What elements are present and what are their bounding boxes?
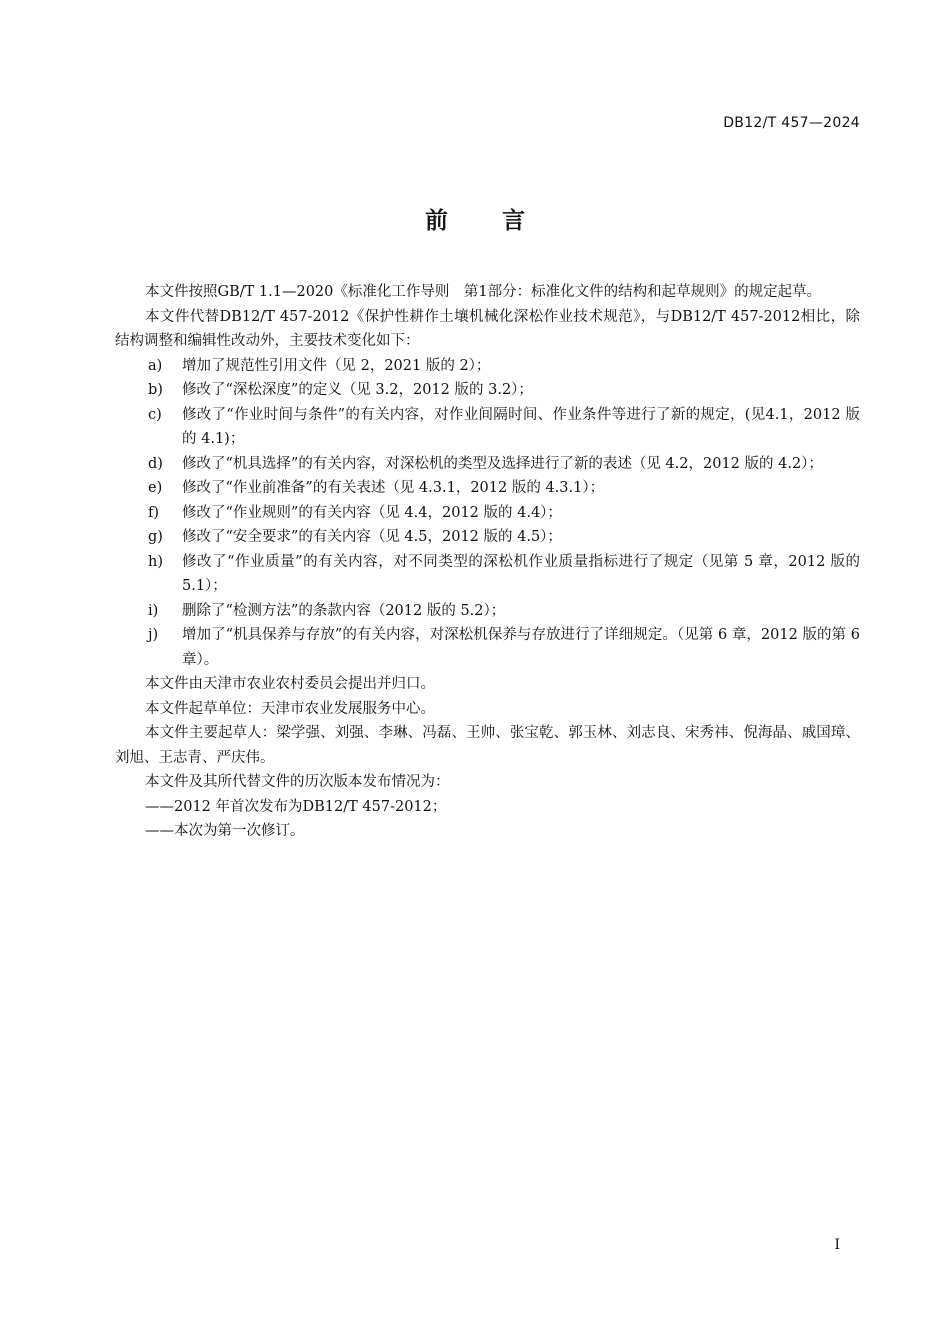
intro-paragraph: 本文件代替DB12/T 457-2012《保护性耕作土壤机械化深松作业技术规范》，与DB12/T 457-2012相比，除结构调整和编辑性改动外，主要技术变化如下：	[115, 308, 860, 349]
list-marker: c)	[148, 406, 162, 423]
list-item	[115, 354, 860, 379]
foreword-body	[115, 280, 860, 844]
list-marker: g)	[148, 529, 163, 545]
page-number: I	[834, 1237, 840, 1253]
list-item-text: 增加了规范性引用文件（见 2，2021 版的 2）；	[182, 357, 491, 374]
list-marker: d)	[148, 455, 163, 472]
list-marker: e)	[148, 480, 163, 496]
list-marker: b)	[148, 382, 163, 398]
closing-paragraph: 本文件由天津市农业农村委员会提出并归口。	[145, 676, 435, 692]
list-marker: f)	[148, 504, 160, 521]
page-title: 前言	[425, 208, 579, 234]
list-item-text: 删除了“检测方法”的条款内容（2012 版的 5.2）；	[182, 602, 506, 619]
list-marker: j)	[148, 627, 159, 643]
list-item	[115, 550, 860, 599]
closing-paragraph: 本文件及其所代替文件的历次版本发布情况为：	[145, 774, 450, 790]
closing-paragraph: 本文件起草单位：天津市农业发展服务中心。	[145, 700, 435, 717]
list-item-text: 修改了“作业时间与条件”的有关内容，对作业间隔时间、作业条件等进行了新的规定，(见4.1，2012 版的 4.1)；	[182, 406, 860, 447]
list-item-text: 增加了“机具保养与存放”的有关内容，对深松机保养与存放进行了详细规定。（见第 6 章，2012 版的第 6 章）。	[182, 627, 860, 668]
list-item	[115, 378, 860, 403]
version-history-line: ——2012 年首次发布为DB12/T 457-2012；	[145, 798, 447, 815]
list-marker: i)	[148, 602, 159, 619]
list-item-text: 修改了“深松深度”的定义（见 3.2，2012 版的 3.2）；	[182, 382, 533, 398]
list-item-text: 修改了“作业前准备”的有关表述（见 4.3.1，2012 版的 4.3.1）；	[182, 480, 605, 496]
list-item	[115, 501, 860, 526]
list-item	[115, 476, 860, 501]
list-item-text: 修改了“安全要求”的有关内容（见 4.5，2012 版的 4.5）；	[182, 529, 562, 545]
intro-paragraph: 本文件按照GB/T 1.1—2020《标准化工作导则 第1部分：标准化文件的结构和起草规则》的规定起草。	[145, 284, 822, 300]
list-item	[115, 599, 860, 624]
list-marker: h)	[148, 553, 163, 570]
list-item-text: 修改了“作业质量”的有关内容，对不同类型的深松机作业质量指标进行了规定（见第 5 章，2012 版的 5.1）；	[182, 553, 860, 594]
list-item-text: 修改了“作业规则”的有关内容（见 4.4，2012 版的 4.4）；	[182, 504, 562, 521]
list-item-text: 修改了“机具选择”的有关内容，对深松机的类型及选择进行了新的表述（见 4.2，2012 版的 4.2）；	[182, 455, 823, 472]
list-marker: a)	[148, 357, 163, 374]
version-history-line: ——本次为第一次修订。	[145, 823, 305, 839]
list-item	[115, 403, 860, 452]
document-code: DB12/T 457—2024	[723, 115, 860, 131]
list-item	[115, 525, 860, 550]
list-item	[115, 623, 860, 672]
list-item	[115, 452, 860, 477]
closing-paragraph: 本文件主要起草人：梁学强、刘强、李琳、冯磊、王帅、张宝乾、郭玉林、刘志良、宋秀祎、倪海晶、戚国璋、刘旭、王志青、严庆伟。	[115, 725, 860, 766]
